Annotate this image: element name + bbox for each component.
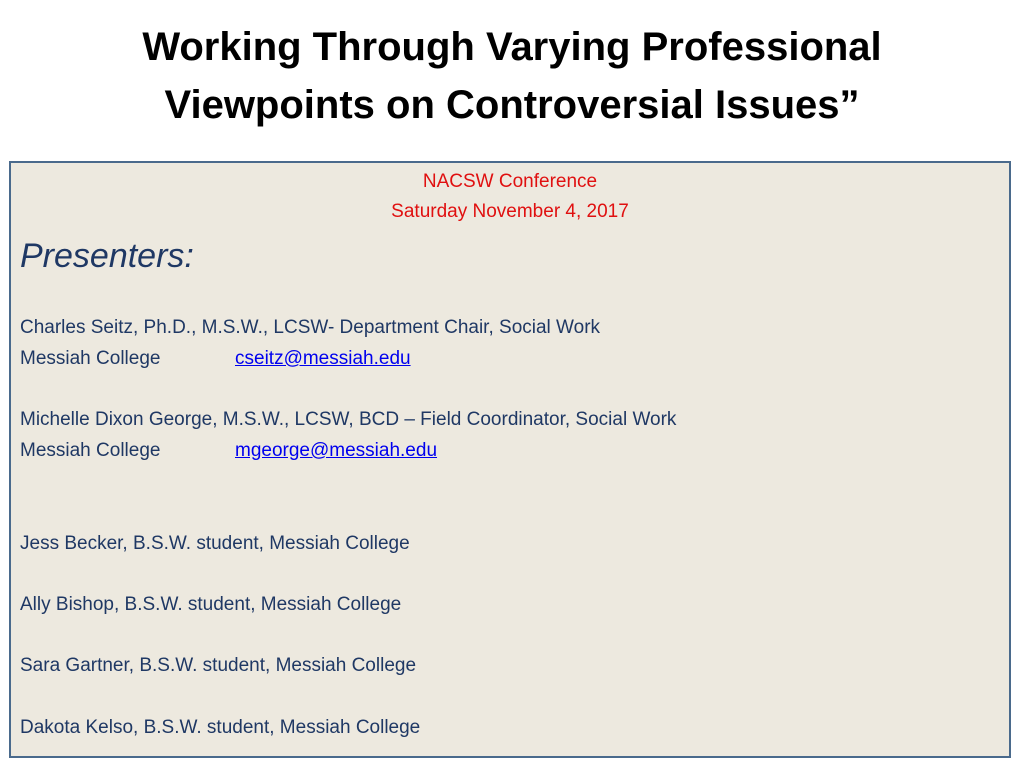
conference-name: NACSW Conference bbox=[422, 171, 598, 192]
student-presenter: Sara Gartner, B.S.W. student, Messiah College bbox=[20, 655, 417, 676]
slide-title-line-2: Viewpoints on Controversial Issues” bbox=[164, 83, 860, 127]
conference-date: Saturday November 4, 2017 bbox=[391, 201, 629, 222]
student-presenter: Jess Becker, B.S.W. student, Messiah College bbox=[20, 533, 410, 554]
presenters-heading: Presenters: bbox=[20, 237, 194, 275]
college-name: Messiah College bbox=[20, 348, 161, 369]
college-name: Messiah College bbox=[20, 440, 161, 461]
email-link[interactable]: mgeorge@messiah.edu bbox=[235, 440, 438, 461]
presenter-affiliation bbox=[20, 347, 411, 371]
student-presenter: Ally Bishop, B.S.W. student, Messiah College bbox=[20, 594, 402, 615]
presenter-credentials: Michelle Dixon George, M.S.W., LCSW, BCD – Field Coordinator, Social Work bbox=[20, 409, 677, 430]
content-box bbox=[9, 161, 1011, 758]
student-presenter: Dakota Kelso, B.S.W. student, Messiah College bbox=[20, 717, 421, 738]
slide-title-line-1: Working Through Varying Professional bbox=[142, 25, 882, 69]
slide-title bbox=[0, 18, 1024, 134]
presenter-credentials: Charles Seitz, Ph.D., M.S.W., LCSW- Department Chair, Social Work bbox=[20, 317, 601, 338]
presenter-affiliation bbox=[20, 439, 437, 463]
email-link[interactable]: cseitz@messiah.edu bbox=[235, 348, 411, 369]
